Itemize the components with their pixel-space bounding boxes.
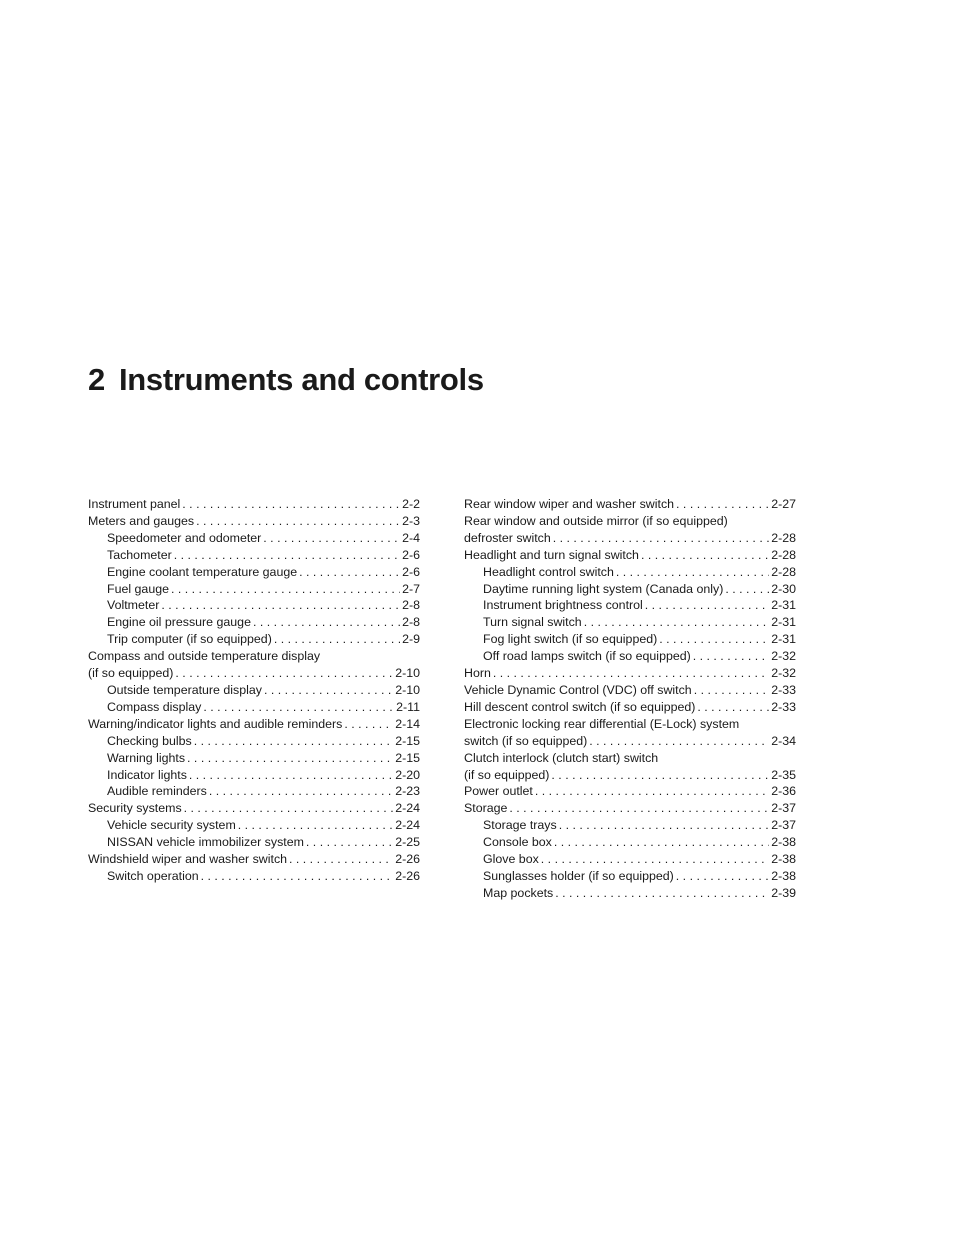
- toc-entry-page: 2-36: [771, 784, 796, 799]
- toc-entry-page: 2-37: [771, 801, 796, 816]
- toc-entry-page: 2-31: [771, 632, 796, 647]
- toc-entry-page: 2-6: [402, 547, 420, 562]
- toc-entry-line: [483, 868, 796, 885]
- toc-entry[interactable]: [88, 699, 420, 716]
- toc-entry-page: 2-27: [771, 497, 796, 511]
- toc-entry-label: Tachometer: [107, 547, 172, 562]
- toc-entry[interactable]: [88, 597, 420, 614]
- toc-entry[interactable]: [464, 496, 796, 513]
- dot-leader: [693, 648, 769, 665]
- toc-entry-label: Voltmeter: [107, 598, 160, 613]
- toc-entry-line: [464, 682, 796, 699]
- toc-entry-page: 2-28: [771, 547, 796, 562]
- dot-leader: [555, 885, 769, 902]
- toc-entry-line: [107, 817, 420, 834]
- toc-entry[interactable]: [464, 783, 796, 800]
- toc-entry-page: 2-39: [771, 885, 796, 900]
- toc-entry[interactable]: [464, 699, 796, 716]
- toc-entry-page: 2-38: [771, 852, 796, 867]
- toc-entry[interactable]: [464, 564, 796, 581]
- toc-entry-line: [107, 733, 420, 750]
- toc-entry[interactable]: [88, 530, 420, 547]
- dot-leader: [289, 851, 393, 868]
- toc-entry-label: Checking bulbs: [107, 733, 192, 748]
- toc-entry-page: 2-33: [771, 682, 796, 697]
- toc-entry-line: [464, 767, 796, 784]
- toc-entry-page: 2-10: [395, 682, 420, 697]
- toc-entry-label: Outside temperature display: [107, 682, 262, 697]
- dot-leader: [299, 564, 400, 581]
- toc-entry-line: [107, 581, 420, 598]
- dot-leader: [175, 665, 393, 682]
- dot-leader: [194, 733, 393, 750]
- dot-leader: [676, 868, 769, 885]
- toc-entry-page: 2-33: [771, 699, 796, 714]
- dot-leader: [196, 513, 400, 530]
- toc-entry-line: [483, 851, 796, 868]
- toc-entry[interactable]: [464, 800, 796, 817]
- toc-entry-line: [464, 547, 796, 564]
- dot-leader: [676, 496, 769, 513]
- toc-entry-label: Hill descent control switch (if so equipped): [464, 699, 696, 714]
- dot-leader: [264, 682, 393, 699]
- toc-entry-label: Storage trays: [483, 818, 557, 833]
- toc-entry[interactable]: [464, 581, 796, 598]
- toc-entry[interactable]: [464, 834, 796, 851]
- toc-entry[interactable]: [88, 648, 420, 682]
- toc-entry-label-continued: (if so equipped): [88, 666, 174, 681]
- dot-leader: [184, 800, 394, 817]
- toc-entry-label: Vehicle Dynamic Control (VDC) off switch: [464, 682, 692, 697]
- toc-entry[interactable]: [464, 682, 796, 699]
- toc-entry-page: 2-31: [771, 598, 796, 613]
- toc-entry-page: 2-32: [771, 666, 796, 681]
- dot-leader: [694, 682, 769, 699]
- toc-entry-line: [483, 631, 796, 648]
- toc-entry-label: Headlight control switch: [483, 564, 614, 579]
- toc-entry-page: 2-28: [771, 564, 796, 579]
- toc-entry-line: [88, 851, 420, 868]
- toc-entry[interactable]: [88, 716, 420, 733]
- toc-entry-label: Fuel gauge: [107, 581, 170, 596]
- toc-entry-line: [107, 614, 420, 631]
- toc-entry[interactable]: [88, 733, 420, 750]
- dot-leader: [344, 716, 393, 733]
- dot-leader: [697, 699, 769, 716]
- dot-leader: [725, 581, 769, 598]
- toc-entry-page: 2-38: [771, 868, 796, 883]
- toc-entry-line: [107, 547, 420, 564]
- toc-entry-line: [107, 682, 420, 699]
- dot-leader: [659, 631, 769, 648]
- toc-entry-line: [464, 733, 796, 750]
- toc-entry-line: [107, 750, 420, 767]
- toc-entry-label: Storage: [464, 801, 508, 816]
- toc-entry-line: [88, 716, 420, 733]
- toc-entry-label: Indicator lights: [107, 767, 187, 782]
- toc-entry-line: [464, 800, 796, 817]
- dot-leader: [584, 614, 769, 631]
- toc-entry[interactable]: [88, 868, 420, 885]
- toc-entry-line: [464, 665, 796, 682]
- toc-entry[interactable]: [88, 496, 420, 513]
- toc-entry[interactable]: [464, 648, 796, 665]
- toc-entry-line: [107, 767, 420, 784]
- dot-leader: [274, 631, 400, 648]
- toc-entry-page: 2-26: [395, 868, 420, 883]
- toc-right-column: [464, 496, 796, 902]
- toc-entry-page: 2-24: [395, 801, 420, 816]
- dot-leader: [203, 699, 394, 716]
- toc-entry[interactable]: [464, 665, 796, 682]
- dot-leader: [589, 733, 769, 750]
- chapter-title-text: Instruments and controls: [118, 362, 484, 397]
- toc-entry-page: 2-34: [771, 733, 796, 748]
- toc-entry-label: Map pockets: [483, 885, 554, 900]
- toc-entry-label: Sunglasses holder (if so equipped): [483, 868, 674, 883]
- toc-entry-label-continued: (if so equipped): [464, 767, 550, 782]
- toc-entry-line: [107, 783, 420, 800]
- dot-leader: [189, 767, 393, 784]
- toc-entry-line: [483, 597, 796, 614]
- toc-entry[interactable]: [88, 513, 420, 530]
- toc-entry-label: Engine oil pressure gauge: [107, 615, 251, 630]
- toc-entry-label: Warning lights: [107, 750, 186, 765]
- toc-entry-label-continued: defroster switch: [464, 530, 551, 545]
- dot-leader: [201, 868, 394, 885]
- toc-entry-label: Meters and gauges: [88, 513, 195, 528]
- toc-entry[interactable]: [464, 885, 796, 902]
- toc-entry-line: [483, 817, 796, 834]
- toc-entry[interactable]: [464, 631, 796, 648]
- toc-entry-line: [464, 496, 796, 513]
- toc-entry-label: Audible reminders: [107, 784, 207, 799]
- toc-entry-label: Compass and outside temperature display: [88, 649, 321, 664]
- toc-entry-page: 2-32: [771, 649, 796, 664]
- toc-entry[interactable]: [88, 767, 420, 784]
- dot-leader: [253, 614, 400, 631]
- toc-entry-page: 2-28: [771, 530, 796, 545]
- toc-entry-line: [464, 783, 796, 800]
- toc-entry[interactable]: [464, 547, 796, 564]
- dot-leader: [263, 530, 400, 547]
- toc-entry-line: [107, 699, 420, 716]
- toc-entry[interactable]: [464, 614, 796, 631]
- toc-entry-label: Daytime running light system (Canada only): [483, 581, 724, 596]
- dot-leader: [554, 834, 769, 851]
- toc-entry-label: Off road lamps switch (if so equipped): [483, 649, 691, 664]
- toc-entry[interactable]: [88, 564, 420, 581]
- dot-leader: [616, 564, 769, 581]
- toc-entry[interactable]: [464, 716, 796, 750]
- toc-entry[interactable]: [464, 817, 796, 834]
- toc-entry-page: 2-4: [402, 530, 420, 545]
- toc-entry-line: [483, 614, 796, 631]
- toc-entry-label: Engine coolant temperature gauge: [107, 564, 298, 579]
- toc-entry[interactable]: [88, 783, 420, 800]
- dot-leader: [161, 597, 400, 614]
- toc-entry[interactable]: [88, 834, 420, 851]
- toc-entry-page: 2-3: [402, 513, 420, 528]
- toc-entry-page: 2-23: [395, 784, 420, 799]
- toc-entry-line: [88, 665, 420, 682]
- toc-entry-page: 2-10: [395, 666, 420, 681]
- toc-entry[interactable]: [88, 750, 420, 767]
- toc-entry[interactable]: [88, 547, 420, 564]
- toc-entry[interactable]: [88, 851, 420, 868]
- chapter-title: [88, 362, 484, 398]
- dot-leader: [171, 581, 400, 598]
- toc-entry-page: 2-15: [395, 733, 420, 748]
- toc-entry-page: 2-20: [395, 767, 420, 782]
- toc-entry-label: Turn signal switch: [483, 615, 582, 630]
- toc-entry-line: [107, 597, 420, 614]
- toc-entry[interactable]: [464, 868, 796, 885]
- toc-entry-line: [483, 834, 796, 851]
- toc-entry-line: [464, 530, 796, 547]
- toc-entry-page: 2-37: [771, 818, 796, 833]
- toc-entry-page: 2-38: [771, 835, 796, 850]
- toc-entry-label: Vehicle security system: [107, 818, 236, 833]
- toc-entry-line: [483, 581, 796, 598]
- toc-entry[interactable]: [464, 597, 796, 614]
- toc-entry-page: 2-25: [395, 835, 420, 850]
- toc-entry[interactable]: [88, 817, 420, 834]
- toc-entry-label: Fog light switch (if so equipped): [483, 632, 658, 647]
- toc-entry-line: [464, 699, 796, 716]
- toc-entry-line: [88, 800, 420, 817]
- toc-entry-label: Power outlet: [464, 784, 533, 799]
- toc-entry-page: 2-8: [402, 598, 420, 613]
- toc-entry-page: 2-31: [771, 615, 796, 630]
- dot-leader: [559, 817, 769, 834]
- toc-entry-page: 2-30: [771, 581, 796, 596]
- toc-entry-page: 2-2: [402, 497, 420, 511]
- toc-entry[interactable]: [88, 614, 420, 631]
- dot-leader: [209, 783, 393, 800]
- toc-entry-line: [107, 834, 420, 851]
- toc-entry-line: [483, 648, 796, 665]
- toc-entry-label: NISSAN vehicle immobilizer system: [107, 835, 304, 850]
- dot-leader: [645, 597, 769, 614]
- toc-entry[interactable]: [88, 631, 420, 648]
- toc-entry-page: 2-15: [395, 750, 420, 765]
- toc-entry-line: [107, 564, 420, 581]
- toc-entry-label: Security systems: [88, 801, 182, 816]
- toc-entry-line: [88, 513, 420, 530]
- toc-entry-label: Console box: [483, 835, 552, 850]
- toc-entry-label: Glove box: [483, 852, 539, 867]
- toc-entry-label: Compass display: [107, 699, 202, 714]
- toc-entry-label: Electronic locking rear differential (E-Lock) system: [464, 716, 740, 731]
- dot-leader: [509, 800, 769, 817]
- dot-leader: [551, 767, 769, 784]
- toc-entry-line: [107, 530, 420, 547]
- toc-entry-page: 2-9: [402, 632, 420, 647]
- dot-leader: [541, 851, 769, 868]
- toc-entry-label: Rear window and outside mirror (if so equipped): [464, 513, 728, 528]
- toc-entry[interactable]: [464, 851, 796, 868]
- toc-entry-line: [107, 868, 420, 885]
- toc-entry-label: Instrument brightness control: [483, 598, 643, 613]
- toc-entry-label: Speedometer and odometer: [107, 530, 262, 545]
- toc-entry-label: Instrument panel: [88, 497, 181, 511]
- toc-entry[interactable]: [88, 800, 420, 817]
- toc-entry-label-continued: switch (if so equipped): [464, 733, 588, 748]
- dot-leader: [238, 817, 393, 834]
- toc-entry[interactable]: [464, 513, 796, 547]
- toc-entry-label: Switch operation: [107, 868, 199, 883]
- dot-leader: [641, 547, 769, 564]
- toc-entry-page: 2-11: [396, 699, 420, 714]
- dot-leader: [306, 834, 393, 851]
- toc-entry-label: Headlight and turn signal switch: [464, 547, 639, 562]
- toc-left-column: [88, 496, 420, 885]
- dot-leader: [174, 547, 400, 564]
- toc-entry-page: 2-8: [402, 615, 420, 630]
- toc-entry[interactable]: [88, 682, 420, 699]
- toc-entry-page: 2-6: [402, 564, 420, 579]
- toc-entry-page: 2-14: [395, 716, 420, 731]
- toc-entry-page: 2-26: [395, 852, 420, 867]
- toc-entry-label: Horn: [464, 666, 491, 681]
- toc-entry-label: Clutch interlock (clutch start) switch: [464, 750, 659, 765]
- dot-leader: [535, 783, 769, 800]
- toc-entry-label: Rear window wiper and washer switch: [464, 497, 675, 511]
- toc-entry-label: Trip computer (if so equipped): [107, 632, 272, 647]
- toc-entry-page: 2-35: [771, 767, 796, 782]
- toc-entry-line: [88, 496, 420, 513]
- toc-entry-line: [483, 885, 796, 902]
- dot-leader: [493, 665, 769, 682]
- toc-entry-label: Warning/indicator lights and audible reminders: [88, 716, 343, 731]
- toc-entry-label: Windshield wiper and washer switch: [88, 852, 288, 867]
- toc-entry[interactable]: [88, 581, 420, 598]
- chapter-number: 2: [88, 362, 105, 397]
- toc-entry-page: 2-24: [395, 818, 420, 833]
- dot-leader: [182, 496, 400, 513]
- toc-entry-page: 2-7: [402, 581, 420, 596]
- dot-leader: [187, 750, 393, 767]
- dot-leader: [553, 530, 769, 547]
- toc-entry[interactable]: [464, 750, 796, 784]
- toc-entry-line: [483, 564, 796, 581]
- toc-entry-line: [107, 631, 420, 648]
